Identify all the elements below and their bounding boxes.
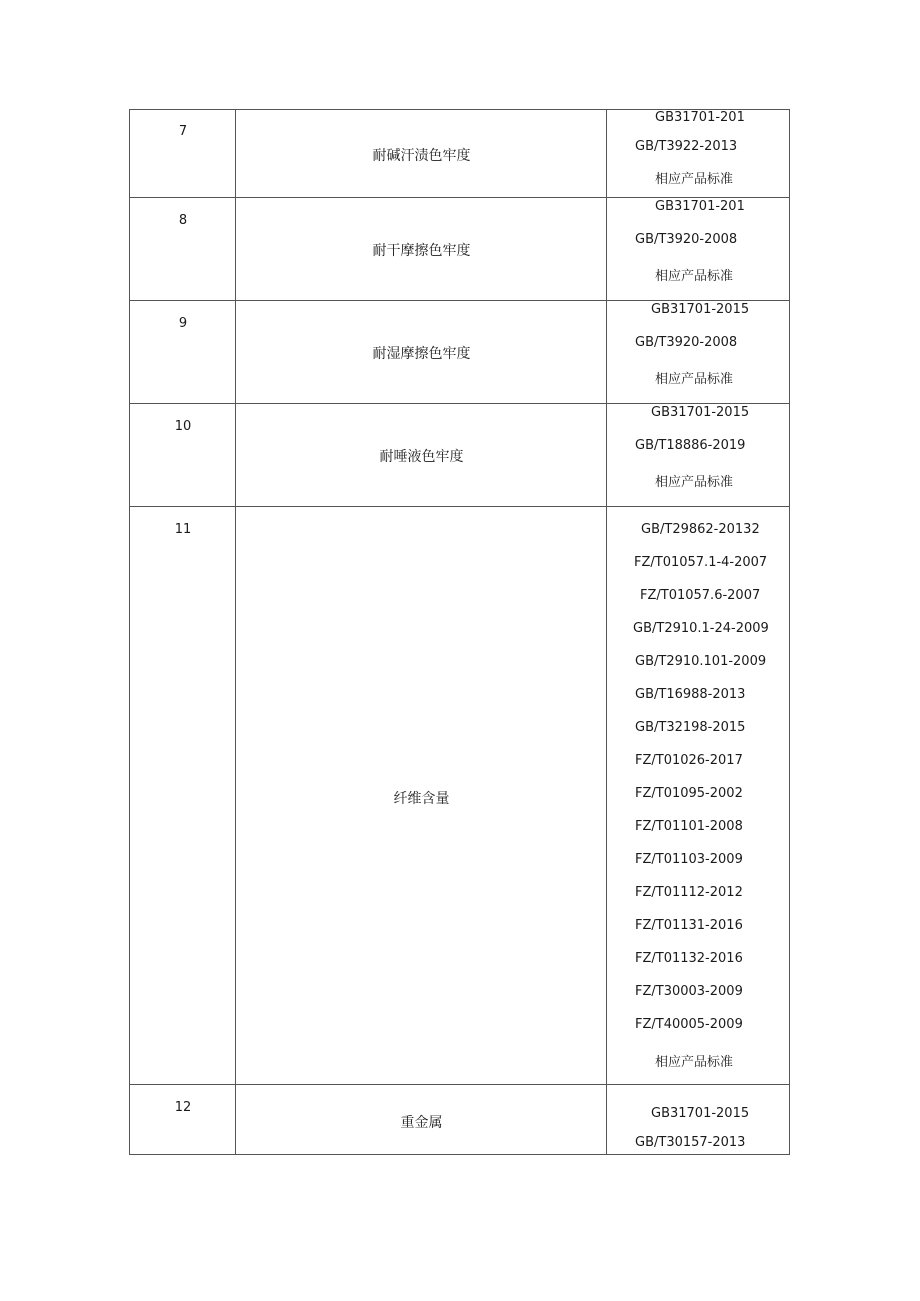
row-number-cell [130,507,236,1084]
row-number: 9 [178,316,188,331]
standards-cell [607,1085,789,1154]
row-number-cell [130,301,236,403]
row-number-cell [130,110,236,197]
standard-code: FZ/T01101-2008 [635,819,743,834]
test-item-cell [236,198,607,300]
standard-code: FZ/T01057.1-4-2007 [634,555,768,570]
standard-code: 相应产品标准 [655,372,734,387]
row-number-cell [130,198,236,300]
standard-code: GB31701-2015 [651,302,750,317]
test-item-name: 耐湿摩擦色牢度 [372,346,471,362]
standards-cell [607,198,789,300]
test-item-name: 纤维含量 [393,791,450,807]
standard-code: GB31701-201 [655,110,745,125]
table-row [130,301,789,404]
test-item-name: 重金属 [400,1115,443,1131]
standard-code: 相应产品标准 [655,475,734,490]
row-number: 12 [174,1100,192,1115]
table-row [130,1085,789,1154]
standard-code: 相应产品标准 [655,172,734,187]
test-item-cell [236,1085,607,1154]
test-item-cell [236,404,607,506]
standard-code: GB/T2910.1-24-2009 [633,621,769,636]
row-number: 7 [178,124,188,139]
standard-code: GB31701-2015 [651,405,750,420]
table-row [130,198,789,301]
standard-code: GB/T3920-2008 [635,232,738,247]
standard-code: GB/T29862-20132 [641,522,760,537]
standard-code: GB/T3922-2013 [635,139,738,154]
standard-code: GB/T16988-2013 [635,687,746,702]
test-item-cell [236,110,607,197]
test-item-cell [236,507,607,1084]
standard-code: FZ/T01132-2016 [635,951,743,966]
standard-code: GB/T32198-2015 [635,720,746,735]
standard-code: GB31701-2015 [651,1106,750,1121]
row-number: 8 [178,213,188,228]
standard-code: FZ/T01131-2016 [635,918,743,933]
row-number-cell [130,404,236,506]
row-number-cell [130,1085,236,1154]
standards-cell [607,404,789,506]
standard-code: GB/T3920-2008 [635,335,738,350]
standard-code: FZ/T01095-2002 [635,786,743,801]
standard-code: GB/T2910.101-2009 [635,654,767,669]
standard-code: FZ/T01112-2012 [635,885,743,900]
table-row [130,404,789,507]
table-row [130,110,789,198]
row-number: 10 [174,419,192,434]
row-number: 11 [174,522,192,537]
standard-code: GB/T30157-2013 [635,1135,746,1150]
table-row [130,507,789,1085]
standard-code: FZ/T01103-2009 [635,852,743,867]
standards-cell [607,110,789,197]
standard-code: GB31701-201 [655,199,745,214]
standards-cell [607,301,789,403]
standards-table [129,109,790,1155]
standard-code: 相应产品标准 [655,1055,734,1070]
standard-code: FZ/T01026-2017 [635,753,743,768]
test-item-cell [236,301,607,403]
standard-code: 相应产品标准 [655,269,734,284]
standard-code: FZ/T40005-2009 [635,1017,743,1032]
test-item-name: 耐干摩擦色牢度 [372,243,471,259]
standards-cell [607,507,789,1084]
standard-code: FZ/T01057.6-2007 [640,588,761,603]
test-item-name: 耐唾液色牢度 [379,449,464,465]
standard-code: GB/T18886-2019 [635,438,746,453]
test-item-name: 耐碱汗渍色牢度 [372,148,471,164]
standard-code: FZ/T30003-2009 [635,984,743,999]
